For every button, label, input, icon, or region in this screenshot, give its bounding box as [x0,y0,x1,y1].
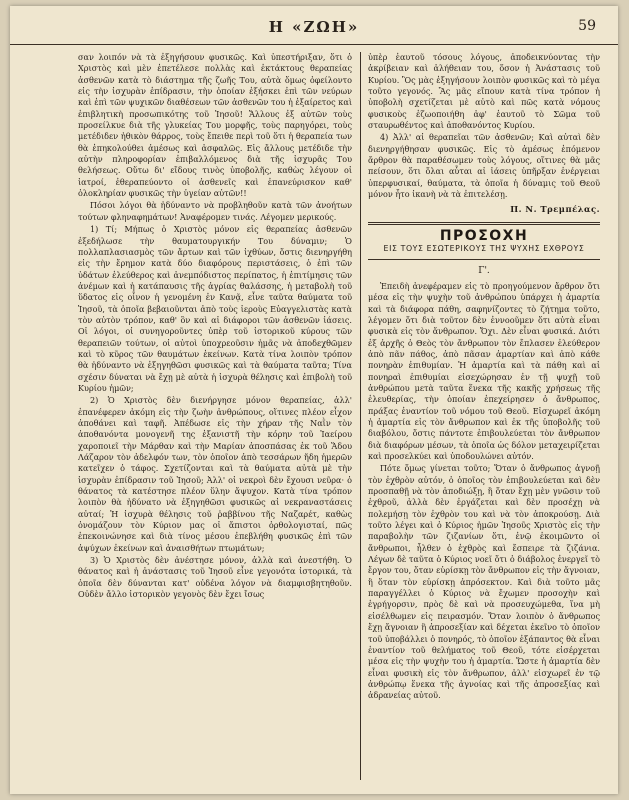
section-divider [368,222,600,225]
paragraph: 1) Τί; Μήπως ὁ Χριστὸς μόνον εἰς θεραπείας ἀσθενῶν ἐξεδήλωσε τὴν θαυματουργικήν Του δύναμιν; Ὁ πολλαπλασιασμὸς τῶν ἄρτων καὶ τῶν ἰχθύων, ὅστις διενηργήθη εἰς τὴν ἔρημον κατὰ δύο διαφόρους περιστάσεις, ὁ ἐπὶ τῶν ὑδάτων ἐλεύθερος καὶ ἀνεμπόδιστος περίπατος, ἡ ἐπιτίμησις τῶν ἀνέμων καὶ ἡ κατάπαυσις τῆς ἀγρίας θαλάσσης, ἡ μεταβολὴ τοῦ ὕδατος εἰς οἶνον ἡ γενομένη ἐν Κανᾷ, εἶνε ταῦτα θαύματα τοῦ Ἰησοῦ, τὰ ὁποῖα βεβαιοῦνται ἀπὸ τοὺς ἱεροὺς Εὐαγγελιστὰς κατὰ τὸν αὐτὸν τρόπον, καθ' ὃν καὶ αἱ διάφοροι τῶν ἀσθενῶν ἰάσεις. Οἱ λόγοι, οἱ συνηγοροῦντες ὑπὲρ τοῦ ἱστορικοῦ κύρους τῶν θεραπειῶν τούτων, οἱ αὐτοὶ ὑποχρεοῦσιν ἡμᾶς νὰ ἀποδεχθῶμεν καὶ τὸ κῦρος τῶν θαυμάτων ἐκείνων. Κατὰ τίνα λοιπὸν τρόπον θὰ ἠδύναντο νὰ ἐξηγηθῶσι φυσικῶς καὶ τὰ θαύματα ταῦτα; Τίνα σχέσιν δύναται νὰ ἔχῃ μὲ αὐτὰ ἡ ἰσχυρὰ θέλησις καὶ ἐπιβολὴ τοῦ Κυρίου ἡμῶν; [78,224,352,393]
journal-page [10,6,618,794]
paragraph: Πόσοι λόγοι θὰ ἠδύναντο νὰ προβληθοῦν κατὰ τῶν ἀνοήτων τούτων φληναφημάτων! Ἀναφέρομεν τινάς. Λέγομεν μερικούς. [78,200,352,222]
column-divider [360,52,361,780]
paragraph: 2) Ὁ Χριστὸς δὲν διενήργησε μόνον θεραπείας, ἀλλ' ἐπανέφερεν ἀκόμη εἰς τὴν ζωὴν ἀνθρώπους, οἵτινες πλέον εἶχον ἀποθάνει καὶ ταφῆ. Ἀπέδωσε εἰς τὴν χήραν τῆς Ναῒν τὸν ἀποθανόντα μονογενῆ της ἐξανιστῆ τὴν κόρην τοῦ Ἰαείρου χαροποιεῖ τὴν Μάρθαν καὶ τὴν Μαρίαν ἀποσπάσας ἐκ τοῦ Ἅδου Λάζαρον τὸν ἀδελφόν των, τὸν ὁποῖον ἀπὸ τεσσάρων ἤδη ἡμερῶν κατεῖχεν ὁ τάφος. Σχετίζονται καὶ τὰ θαύματα αὐτὰ μὲ τὴν ἰσχυρὰν ἐπίδρασιν τοῦ Ἰησοῦ; Ἀλλ' οἱ νεκροὶ δὲν ἔχουσι νεῦρα· ὁ θάνατος τὰ κατέστησε πλέον ὕλην ἄψυχον. Κατὰ τίνα τρόπον λοιπὸν θὰ ἠδύνατο νὰ ἐξηγηθῶσι φυσικῶς αἱ νεκραναστάσεις αὐταί; Ἡ ἰσχυρὰ θέλησις τοῦ ῥαββίνου τῆς Ναζαρέτ, καθὼς ὀνομάζουν τὸν Κύριον μας οἱ ἄπιστοι ὀρθολογισταί, πῶς ἐπεκοινώνησε καὶ διὰ τίνος μέσου ἐπεβλήθη φυσικῶς ἐπὶ τῶν ἀψύχων ἐκείνων καὶ ἀναισθήτων πτωμάτων; [78,395,352,553]
running-head [10,14,618,45]
title-rule [368,259,600,260]
author-signature: Π. Ν. Τρεμπέλας. [510,204,600,215]
right-column [368,52,600,784]
paragraph: 3) Ὁ Χριστὸς δὲν ἀνέστησε μόνον, ἀλλὰ καὶ ἀνεστήθη. Ὁ θάνατος καὶ ἡ ἀνάστασις τοῦ Ἰησοῦ εἶνε γεγονότα ἱστορικά, τὰ ὁποῖα δὲν δύνανται κατ' οὐδένα λόγον νὰ διαμφισβητηθοῦν. Οὐδὲν ἄλλο ἱστορικὸν γεγονὸς δὲν ἔχει ἴσως [78,555,352,600]
section-number: Γ'. [478,265,490,276]
article-title: ΠΡΟΣΟΧΗ [439,227,529,244]
article-subtitle: ΕΙΣ ΤΟΥΣ ΕΣΩΤΕΡΙΚΟΥΣ ΤΗΣ ΨΥΧΗΣ ΕΧΘΡΟΥΣ [383,244,585,254]
article-paragraph: Ἐπειδὴ ἀνεφέραμεν εἰς τὸ προηγούμενον ἄρθρον ὅτι μέσα εἰς τὴν ψυχὴν τοῦ ἀνθρώπου ὑπάρχει ἡ ἁμαρτία καὶ τὰ διάφορα πάθη, σαφηνίζοντες τὸ ζήτημα τοῦτο, λέγομεν ὅτι διὰ τοῦτον δὲν ἐννοοῦμεν ὅτι αὐτὰ εἶναι φυσικὰ εἰς τὸν ἄνθρωπον. Ὄχι. Δὲν εἶναι φυσικά. Διότι ἐξ ἀρχῆς ὁ Θεὸς τὸν ἄνθρωπον τὸν ἔπλασεν ἐλεύθερον ἀπὸ πᾶν πάθος, ἀπὸ πᾶσαν ἁμαρτίαν καὶ ἀπὸ κάθε πονηρὰν ἐπιθυμίαν. Ἡ ἁμαρτία καὶ τὰ πάθη καὶ αἱ πονηραὶ ἐπιθυμίαι εἰσεχώρησαν ἐν τῇ ψυχῇ τοῦ ἀνθρώπου μετὰ ταῦτα ἕνεκα τῆς κακῆς χρήσεως τῆς ἐλευθερίας, τὴν ὁποίαν ἐπεχείρησεν ὁ ἄνθρωπος, πράξας ἐναντίον τοῦ νόμου τοῦ Θεοῦ. Εἰσχωρεῖ ἀκόμη ἡ ἁμαρτία εἰς τὸν ἄνθρωπον καὶ ἐκ τῆς ὑποβολῆς τοῦ διαβόλου, ὅστις πάντοτε ἐπιβουλεύεται τὸν ἄνθρωπον διὰ διαφόρων μέσων, τὰ ὁποῖα ὡς δόλον μεταχειρίζεται καὶ προσελκύει καὶ ὑποδουλώνει αὐτόν. [368,280,600,461]
paragraph: ὑπὲρ ἑαυτοῦ τόσους λόγους, ἀποδεικνύοντας τὴν ἀκρίβειαν καὶ ἀλήθειαν του, ὅσον ἡ Ἀνάστασις τοῦ Κυρίου. Ὃς μὰς ἐξηγήσουν λοιπὸν φυσικῶς καὶ τὸ μέγα τοῦτο γεγονός. Ἃς μᾶς εἴπουν κατὰ τίνα τρόπον ἡ ὑποβολὴ σχετίζεται μὲ αὐτὸ καὶ πῶς κατὰ νόμους φυσικοὺς ἐζωοποιήθη ἀφ' ἑαυτοῦ τὸ Σῶμα τοῦ σταυρωθέντος καὶ ἀποθανόντος Κυρίου. [368,52,600,131]
journal-title: Η «ΖΩΗ» [268,18,360,36]
paragraph: σαν λοιπόν νὰ τὰ ἐξηγήσουν φυσικῶς. Καὶ ὑπεστήριξαν, ὅτι ὁ Χριστὸς καὶ μὲν ἐπετέλεσε πολλὰς καὶ ἐκτάκτους θεραπείας ἀσθενῶν κατὰ τὸ διάστημα τῆς ζωῆς Του, αὐτὰ ὅμως ὀφείλοντο εἰς τὴν ἰσχυρὰν ἐπίδρασιν, τὴν ὁποίαν ἐξήσκει ἐπὶ τῶν νεύρων καὶ ἐπὶ τῶν ψυχικῶν διαθέσεων τῶν ἀσθενῶν του ἡ ἐξαίρετος καὶ ἐπιβλητικὴ προσωπικότης τοῦ Ἰησοῦ! Ἄλλους ἐξ αὐτῶν τοὺς προσείλκυε διὰ τῆς γλυκείας Του μορφῆς, τοὺς παρηγόρει, τοὺς μετέδιδεν ἠθικὸν θάρρος, τοὺς ἔπειθε περὶ τοῦ ὅτι ἡ θεραπεία των θὰ ἐπηκολούθει ἀμέσως καὶ ἀσφαλῶς. Εἰς ἄλλους μετέδιδε τὴν αὐτὴν πληροφορίαν ἐπιβαλλόμενος διὰ τῆς ἰσχυρᾶς Του θελήσεως. Οὕτω δι' εἴδους τινὸς ὑποβολῆς, καθὼς λέγουν οἱ ἰατροί, ἐθεραπεύοντο οἱ ἀσθενεῖς καὶ ἐπανεύρισκον καθ' ὁλοκληρίαν φυσικῶς τὴν ὑγείαν αὐτῶν!! [78,52,352,199]
paragraph: 4) Ἀλλ' αἱ θεραπεῖαι τῶν ἀσθενῶν; Καὶ αὐταὶ δὲν διενηργήθησαν φυσικῶς. Εἰς τὸ ἀμέσως ἑπόμενον ἄρθρον θὰ παραθέσωμεν τοὺς λόγους, οἵτινες θὰ μᾶς πείσουν, ὅτι ὅλαι αὗται αἱ ἰάσεις ὑπῆρξαν ἐνέργειαι ὑπερφυσικαί, θαύματα, τὰ ὁποῖα ἡ δύναμις τοῦ Θεοῦ μόνον ἦτο ἱκανὴ νὰ τὰ ἐπιτελέσῃ. [368,132,600,200]
article-paragraph: Πότε ὅμως γίνεται τοῦτο; Ὅταν ὁ ἄνθρωπος ἀγνοῇ τὸν ἐχθρὸν αὐτόν, ὁ ὁποῖος τὸν ἐπιβουλεύεται καὶ δὲν προσπαθῇ νὰ τὸν ἀποδιώξῃ, ἢ ὅταν ἔχῃ μὲν γνῶσιν τοῦ ἐχθροῦ, ἀλλὰ δὲν ἐργάζεται καὶ δὲν προσέχῃ νὰ πολεμήσῃ τὸν ἐχθρὸν του καὶ νὰ τὸν ἀποκρούσῃ. Διὰ τοῦτο λέγει καὶ ὁ Κύριος ἡμῶν Ἰησοῦς Χριστὸς εἰς τὴν παραβολὴν τῶν ζιζανίων ὅτι, ἐνῷ ἐκοιμῶντο οἱ ἄνθρωποι, ἦλθεν ὁ ἐχθρὸς καὶ ἔσπειρε τὰ ζιζάνια. Λέγων δὲ ταῦτα ὁ Κύριος νοεῖ ὅτι ὁ διάβολος ἐνεργεῖ τὸ ἔργον του, ὅταν εὑρίσκῃ τὸν ἄνθρωπον εἰς τὴν ἄγνοιαν, ἢ ὅταν τὸν εὑρίσκῃ ἀπρόσεκτον. Καὶ διὰ τοῦτο μᾶς παραγγέλλει ὁ Κύριος νὰ ἔχωμεν προσοχὴν καὶ ἐγρήγορσιν, πρὸς δὲ καὶ νὰ προσευχώμεθα, ἵνα μὴ εἰσέλθωμεν εἰς πειρασμόν. Ὅταν λοιπὸν ὁ ἄνθρωπος ἔχῃ ἄγνοιαν ἢ ἀπροσεξίαν καὶ δέχεται ἐκεῖνο τὸ ὁποῖον τοῦ ὑποβάλλει ὁ πονηρός, τὸ ὁποῖον ἐξάπαντος θὰ εἶναι ἐναντίον τοῦ θελήματος τοῦ Θεοῦ, τότε εἰσέρχεται μέσα εἰς τὴν ψυχὴν του ἡ ἁμαρτία. Ὥστε ἡ ἁμαρτία δὲν εἶναι φυσικὴ εἰς τὸν ἄνθρωπον, ἀλλ' εἰσχωρεῖ ἐν τῷ ἀνθρώπῳ ἕνεκα τῆς ἀγνοίας καὶ τῆς ἀπροσεξίας καὶ ἀδρανείας αὐτοῦ. [368,463,600,701]
left-column [78,52,352,784]
page-number: 59 [578,18,596,34]
